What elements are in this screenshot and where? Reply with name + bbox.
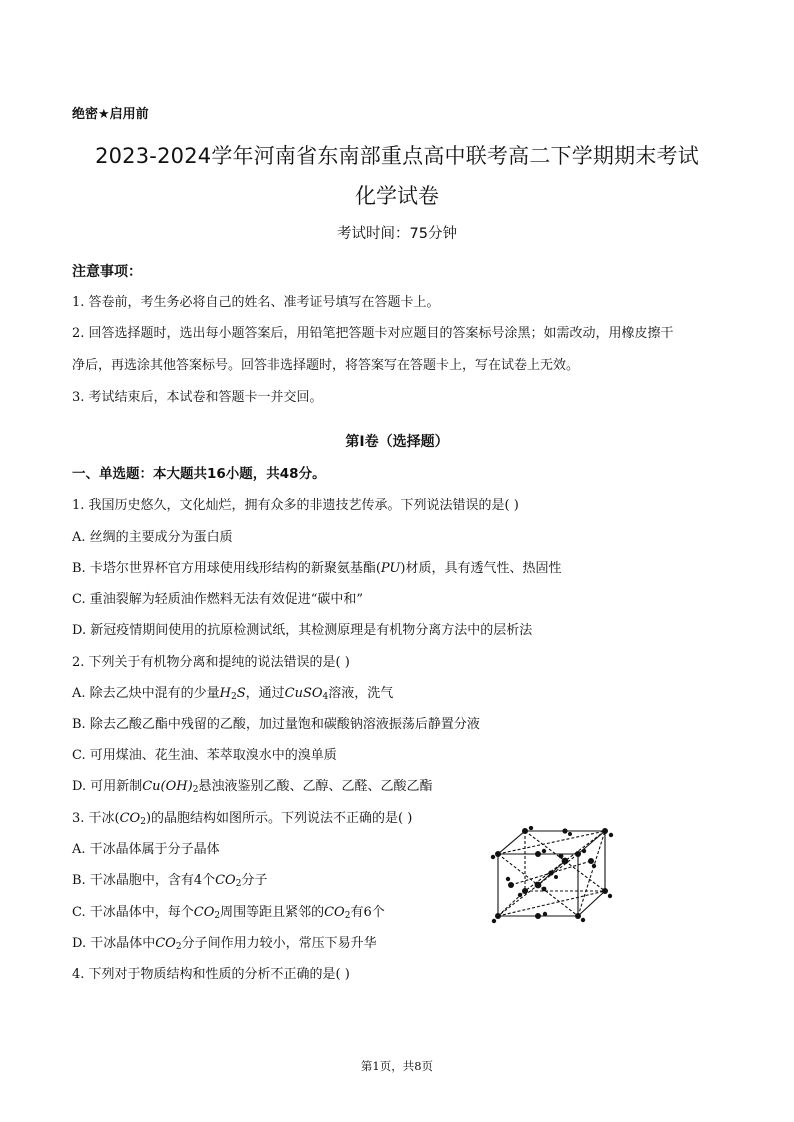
note-item: 净后，再选涂其他答案标号。回答非选择题时，将答案写在答题卡上，写在试卷上无效。 bbox=[72, 358, 580, 373]
question-1-stem: 1. 我国历史悠久，文化灿烂，拥有众多的非遗技艺传承。下列说法错误的是( ) bbox=[72, 498, 519, 513]
question-3-stem: 3. 干冰$(CO_2)$的晶胞结构如图所示。下列说法不正确的是( ) bbox=[72, 811, 413, 827]
note-item: 3. 考试结束后，本试卷和答题卡一并交回。 bbox=[72, 390, 323, 405]
question-1-option-a: A. 丝绸的主要成分为蛋白质 bbox=[72, 530, 233, 545]
question-3-option-c: C. 干冰晶体中，每个$CO_2$周围等距且紧邻的$CO_2$有6个 bbox=[72, 905, 385, 921]
notes-heading: 注意事项： bbox=[72, 264, 142, 280]
question-4-stem: 4. 下列对于物质结构和性质的分析不正确的是( ) bbox=[72, 967, 350, 982]
exam-title: 2023-2024学年河南省东南部重点高中联考高二下学期期末考试 bbox=[95, 144, 699, 168]
question-2-option-d: D. 可用新制$Cu(OH)_2$悬浊液鉴别乙酸、乙醇、乙醛、乙酸乙酯 bbox=[72, 779, 433, 795]
dry-ice-crystal-figure bbox=[490, 826, 615, 926]
page-number: 第1页，共8页 bbox=[360, 1059, 434, 1073]
question-1-option-b: B. 卡塔尔世界杯官方用球使用线形结构的新聚氨基酯(PU)材质，具有透气性、热固性 bbox=[72, 561, 562, 576]
question-1-option-c: C. 重油裂解为轻质油作燃料无法有效促进“碳中和” bbox=[72, 592, 364, 607]
question-3-option-d: D. 干冰晶体中$CO_2$分子间作用力较小，常压下易升华 bbox=[72, 936, 377, 952]
question-type-heading: 一、单选题：本大题共16小题，共48分。 bbox=[72, 466, 326, 482]
exam-time: 考试时间：75分钟 bbox=[337, 226, 457, 242]
question-2-option-a: A. 除去乙炔中混有的少量$H_2S$，通过CuSO$_4$溶液，洗气 bbox=[72, 686, 394, 702]
question-1-option-d: D. 新冠疫情期间使用的抗原检测试纸，其检测原理是有机物分离方法中的层析法 bbox=[72, 623, 533, 638]
question-3-option-a: A. 干冰晶体属于分子晶体 bbox=[72, 842, 220, 857]
note-item: 2. 回答选择题时，选出每小题答案后，用铅笔把答题卡对应题目的答案标号涂黑；如需改动，用橡皮擦干 bbox=[72, 326, 674, 341]
question-3-option-b: B. 干冰晶胞中，含有4个$CO_2$分子 bbox=[72, 873, 268, 889]
question-2-option-b: B. 除去乙酸乙酯中残留的乙酸，加过量饱和碳酸钠溶液振荡后静置分液 bbox=[72, 717, 480, 732]
confidential-mark: 绝密★启用前 bbox=[72, 107, 149, 122]
note-item: 1. 答卷前，考生务必将自己的姓名、准考证号填写在答题卡上。 bbox=[72, 295, 440, 310]
question-2-option-c: C. 可用煤油、花生油、苯萃取溴水中的溴单质 bbox=[72, 748, 337, 763]
exam-subject: 化学试卷 bbox=[355, 184, 439, 208]
section-title: 第Ⅰ卷（选择题） bbox=[345, 434, 449, 450]
question-2-stem: 2. 下列关于有机物分离和提纯的说法错误的是( ) bbox=[72, 655, 350, 670]
